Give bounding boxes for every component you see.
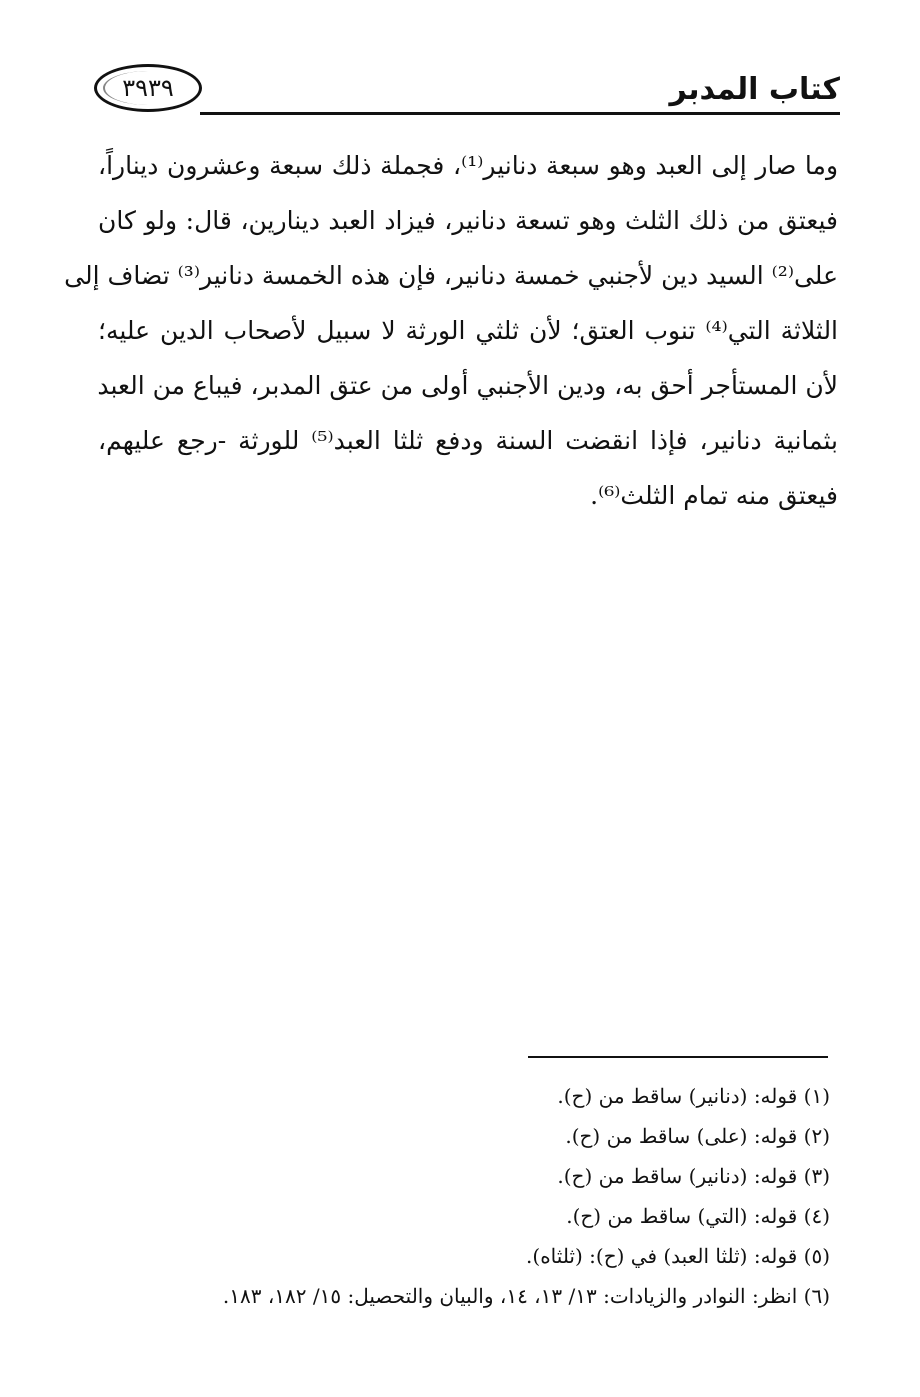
footnote-3: (٣) قوله: (دنانير) ساقط من (ح). xyxy=(557,1164,830,1188)
page-number-badge xyxy=(94,64,202,112)
body-line: الثلاثة التي⁽⁴⁾ تنوب العتق؛ لأن ثلثي الورثة لا سبيل لأصحاب الدين عليه؛ xyxy=(98,316,839,345)
footnote-2: (٢) قوله: (على) ساقط من (ح). xyxy=(565,1124,830,1148)
page-number: ٣٩٣٩ xyxy=(122,74,174,102)
body-line: على⁽²⁾ السيد دين لأجنبي خمسة دنانير، فإن هذه الخمسة دنانير⁽³⁾ تضاف إلى xyxy=(64,261,838,290)
page-header xyxy=(90,62,840,122)
footnote-1: (١) قوله: (دنانير) ساقط من (ح). xyxy=(557,1084,830,1108)
body-line: فيعتق من ذلك الثلث وهو تسعة دنانير، فيزاد العبد دينارين، قال: ولو كان xyxy=(98,206,838,235)
body-line: وما صار إلى العبد وهو سبعة دنانير⁽¹⁾، فجملة ذلك سبعة وعشرون ديناراً، xyxy=(98,151,839,180)
body-line: فيعتق منه تمام الثلث⁽⁶⁾. xyxy=(590,481,838,510)
header-rule xyxy=(200,112,840,115)
footnote-separator xyxy=(528,1056,828,1058)
body-line: لأن المستأجر أحق به، ودين الأجنبي أولى من عتق المدبر، فيباع من العبد xyxy=(97,371,838,400)
body-text xyxy=(64,138,839,523)
footnote-6: (٦) انظر: النوادر والزيادات: ١٣/ ١٣، ١٤، والبيان والتحصيل: ١٥/ ١٨٢، ١٨٣. xyxy=(222,1284,830,1308)
footnotes-list xyxy=(150,1076,830,1316)
footnote-5: (٥) قوله: (ثلثا العبد) في (ح): (ثلثاه). xyxy=(526,1244,830,1268)
footnote-4: (٤) قوله: (التي) ساقط من (ح). xyxy=(566,1204,830,1228)
chapter-title: كتاب المدبر xyxy=(669,72,840,107)
body-line: بثمانية دنانير، فإذا انقضت السنة ودفع ثلثا العبد⁽⁵⁾ للورثة -رجع عليهم، xyxy=(98,426,838,455)
